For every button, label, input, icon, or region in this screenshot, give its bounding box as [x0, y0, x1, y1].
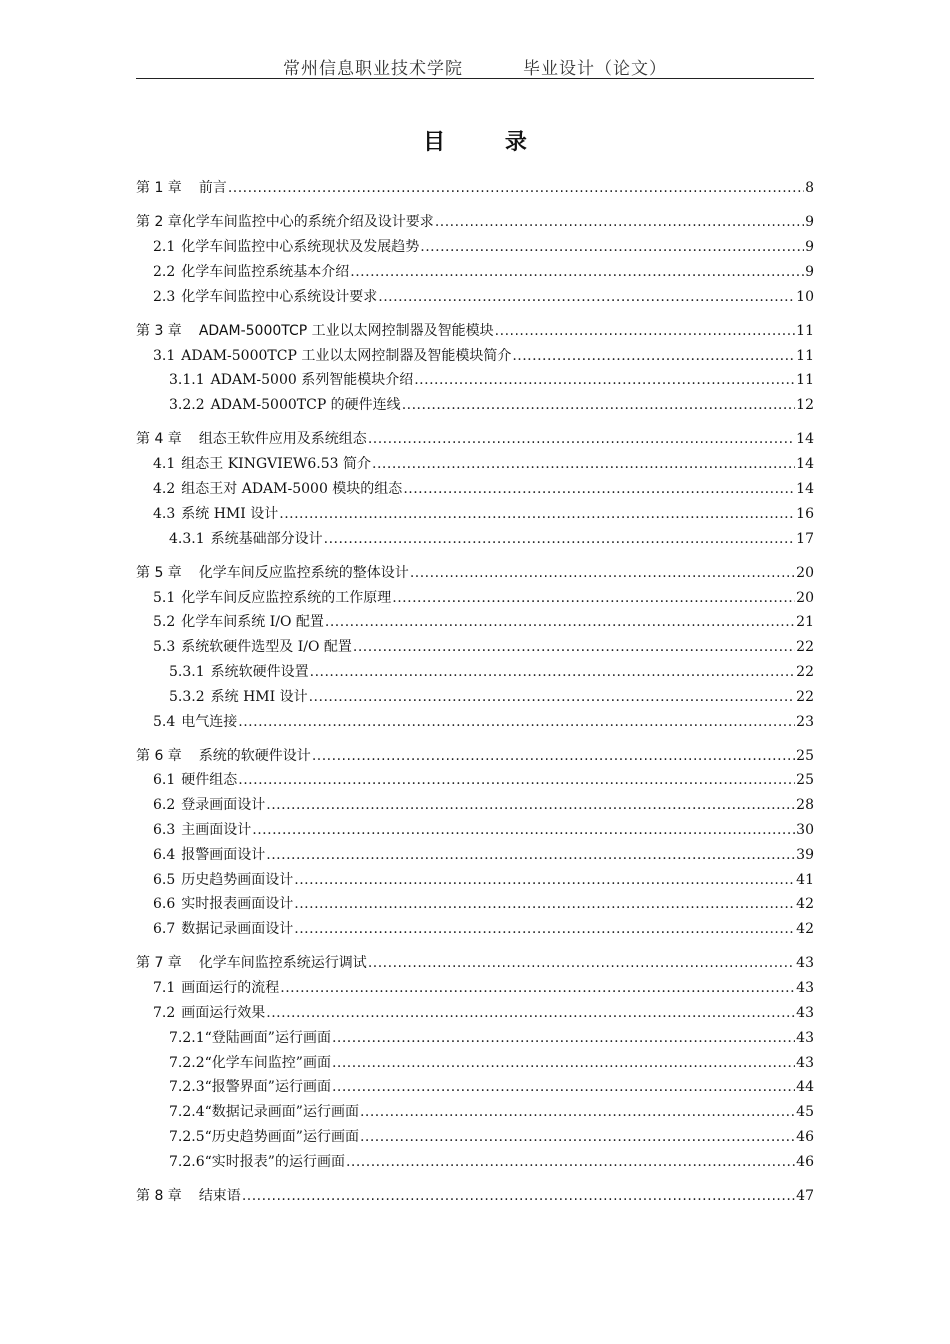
toc-dot-leader — [309, 685, 796, 710]
toc-subsection-entry[interactable] — [136, 527, 814, 552]
toc-page-number: 14 — [796, 480, 814, 497]
toc-entry-title: 硬件组态 — [181, 772, 238, 789]
toc-dot-leader — [294, 892, 795, 917]
toc-dot-leader — [252, 818, 795, 843]
toc-entry-title: ADAM-5000TCP 的硬件连线 — [210, 397, 401, 414]
toc-entry-title: 画面运行效果 — [181, 1005, 266, 1022]
toc-entry-title: 系统软硬件设置 — [210, 663, 309, 680]
toc-page-number: 14 — [796, 456, 814, 473]
toc-entry-title: “登陆画面”运行画面 — [204, 1029, 331, 1046]
toc-dot-leader — [372, 452, 795, 477]
toc-dot-leader — [310, 660, 796, 685]
toc-entry-number: 第 1 章 — [136, 180, 182, 196]
toc-page-number: 25 — [796, 772, 814, 789]
toc-entry-number: 7.2.6 — [169, 1153, 205, 1170]
toc-dot-leader — [312, 744, 795, 769]
toc-dot-leader — [238, 710, 795, 735]
toc-page-number: 9 — [805, 238, 814, 255]
toc-page-number: 22 — [796, 639, 814, 656]
toc-entry-title: 组态王对 ADAM-5000 模块的组态 — [181, 480, 403, 497]
toc-page-number: 12 — [796, 397, 814, 414]
toc-entry-number: 6.6 — [153, 896, 176, 913]
toc-dot-leader — [368, 427, 795, 452]
toc-page-number: 8 — [805, 180, 814, 196]
toc-entry-title: 系统 HMI 设计 — [210, 688, 308, 705]
toc-entry-number: 第 3 章 — [136, 322, 182, 339]
toc-entry-title: 化学车间监控中心系统设计要求 — [181, 288, 378, 305]
toc-section-entry[interactable] — [136, 843, 814, 868]
toc-chapter-entry[interactable] — [136, 319, 814, 344]
toc-entry-number: 5.2 — [153, 614, 176, 631]
toc-entry-title: “实时报表”的运行画面 — [204, 1153, 345, 1170]
toc-dot-leader — [294, 868, 795, 893]
toc-chapter-entry[interactable] — [136, 210, 814, 235]
toc-entry-number: 第 4 章 — [136, 431, 182, 448]
toc-entry-number: 5.1 — [153, 589, 176, 606]
toc-entry-number: 6.3 — [153, 822, 176, 839]
toc-entry-number: 4.3.1 — [169, 530, 205, 547]
toc-dot-leader — [435, 210, 804, 235]
toc-section-entry[interactable] — [136, 285, 814, 310]
toc-entry-title: 数据记录画面设计 — [181, 921, 294, 938]
toc-entry-number: 6.7 — [153, 921, 176, 938]
toc-page-number: 47 — [796, 1188, 814, 1205]
toc-dot-leader — [368, 951, 795, 976]
toc-section-entry[interactable] — [136, 452, 814, 477]
toc-entry-number: 7.2.5 — [169, 1129, 205, 1146]
toc-entry-number: 第 8 章 — [136, 1188, 182, 1205]
toc-entry-title: 化学车间监控中心的系统介绍及设计要求 — [181, 214, 434, 231]
toc-subsection-entry[interactable] — [136, 660, 814, 685]
toc-subsection-entry[interactable] — [136, 368, 814, 393]
toc-dot-leader — [378, 285, 795, 310]
toc-dot-leader — [353, 635, 795, 660]
toc-dot-leader — [392, 586, 795, 611]
toc-entry-number: 第 7 章 — [136, 955, 182, 972]
toc-section-entry[interactable] — [136, 344, 814, 369]
toc-page-number: 10 — [796, 288, 814, 305]
toc-dot-leader — [512, 344, 795, 369]
toc-entry-title: 组态王软件应用及系统组态 — [198, 431, 367, 448]
toc-subsection-entry[interactable] — [136, 1125, 814, 1150]
toc-entry-number: 7.2.1 — [169, 1029, 205, 1046]
toc-dot-leader — [332, 1026, 795, 1051]
toc-entry-number: 4.2 — [153, 480, 176, 497]
toc-dot-leader — [266, 1001, 795, 1026]
toc-title: 目 录 — [423, 130, 553, 155]
toc-section-entry[interactable] — [136, 768, 814, 793]
toc-page-number: 28 — [796, 797, 814, 814]
header-school-name: 常州信息职业技术学院 — [283, 59, 463, 79]
toc-chapter-entry[interactable] — [136, 176, 814, 201]
toc-entry-title: 化学车间反应监控系统的整体设计 — [198, 564, 409, 581]
toc-entry-title: 系统基础部分设计 — [210, 530, 323, 547]
toc-entry-title: ADAM-5000 系列智能模块介绍 — [210, 372, 414, 389]
toc-page-number: 46 — [796, 1129, 814, 1146]
toc-page-number: 43 — [796, 1005, 814, 1022]
toc-page-number: 17 — [796, 530, 814, 547]
toc-dot-leader — [346, 1150, 795, 1175]
toc-entry-title: “报警界面”运行画面 — [204, 1079, 331, 1096]
toc-page-number: 11 — [796, 347, 814, 364]
toc-page-number: 43 — [796, 980, 814, 997]
toc-page-number: 25 — [796, 747, 814, 764]
toc-subsection-entry[interactable] — [136, 1051, 814, 1076]
toc-page-number: 22 — [796, 663, 814, 680]
toc-entry-title: 化学车间监控中心系统现状及发展趋势 — [181, 238, 420, 255]
toc-chapter-entry[interactable] — [136, 1184, 814, 1209]
toc-entry-number: 6.1 — [153, 772, 176, 789]
toc-entry-title: 化学车间系统 I/O 配置 — [181, 614, 324, 631]
toc-section-entry[interactable] — [136, 710, 814, 735]
toc-entry-title: 电气连接 — [181, 713, 238, 730]
toc-entry-number: 6.2 — [153, 797, 176, 814]
toc-subsection-entry[interactable] — [136, 1075, 814, 1100]
toc-entry-number: 5.3.2 — [169, 688, 205, 705]
toc-dot-leader — [350, 260, 804, 285]
toc-entry-number: 7.2.4 — [169, 1104, 205, 1121]
toc-entry-number: 2.3 — [153, 288, 176, 305]
toc-dot-leader — [242, 1184, 795, 1209]
toc-chapter-entry[interactable] — [136, 744, 814, 769]
toc-page-number: 20 — [796, 589, 814, 606]
toc-section-entry[interactable] — [136, 235, 814, 260]
toc-entry-title: 化学车间监控系统基本介绍 — [181, 263, 350, 280]
toc-chapter-entry[interactable] — [136, 951, 814, 976]
toc-dot-leader — [325, 610, 795, 635]
toc-page-number: 21 — [796, 614, 814, 631]
toc-dot-leader — [360, 1125, 795, 1150]
header-text — [136, 54, 814, 79]
toc-dot-leader — [495, 319, 796, 344]
toc-dot-leader — [266, 843, 795, 868]
toc-page-number: 9 — [805, 214, 814, 231]
toc-page-number: 39 — [796, 846, 814, 863]
toc-page-number: 44 — [796, 1079, 814, 1096]
toc-section-entry[interactable] — [136, 818, 814, 843]
toc-entry-title: 实时报表画面设计 — [181, 896, 294, 913]
toc-section-entry[interactable] — [136, 610, 814, 635]
toc-subsection-entry[interactable] — [136, 1150, 814, 1175]
toc-entry-title: 历史趋势画面设计 — [181, 871, 294, 888]
toc-entry-number: 第 2 章 — [136, 214, 182, 231]
toc-subsection-entry[interactable] — [136, 393, 814, 418]
toc-entry-number: 2.2 — [153, 263, 176, 280]
toc-entry-number: 4.3 — [153, 505, 176, 522]
toc-section-entry[interactable] — [136, 976, 814, 1001]
toc-dot-leader — [332, 1051, 795, 1076]
toc-subsection-entry[interactable] — [136, 1100, 814, 1125]
page-header — [136, 52, 814, 79]
toc-chapter-entry[interactable] — [136, 427, 814, 452]
toc-section-entry[interactable] — [136, 502, 814, 527]
toc-entry-number: 7.2.2 — [169, 1054, 205, 1071]
toc-dot-leader — [279, 502, 795, 527]
toc-dot-leader — [414, 368, 795, 393]
toc-entry-title: “数据记录画面”运行画面 — [204, 1104, 359, 1121]
toc-dot-leader — [324, 527, 796, 552]
toc-page-number: 41 — [796, 871, 814, 888]
toc-entry-title: 系统的软硬件设计 — [198, 747, 311, 764]
toc-dot-leader — [228, 176, 804, 201]
toc-page-number: 43 — [796, 955, 814, 972]
toc-subsection-entry[interactable] — [136, 685, 814, 710]
toc-entry-number: 4.1 — [153, 456, 176, 473]
header-document-type: 毕业设计（论文） — [523, 59, 667, 79]
toc-entry-number: 3.2.2 — [169, 397, 205, 414]
toc-entry-title: ADAM-5000TCP 工业以太网控制器及智能模块简介 — [181, 347, 512, 364]
toc-section-entry[interactable] — [136, 917, 814, 942]
table-of-contents — [136, 176, 814, 1209]
toc-section-entry[interactable] — [136, 260, 814, 285]
toc-entry-number: 3.1.1 — [169, 372, 205, 389]
toc-section-entry[interactable] — [136, 793, 814, 818]
toc-entry-title: 结束语 — [198, 1188, 241, 1205]
toc-dot-leader — [420, 235, 804, 260]
toc-page-number: 20 — [796, 564, 814, 581]
toc-section-entry[interactable] — [136, 635, 814, 660]
toc-entry-title: 主画面设计 — [181, 822, 252, 839]
toc-page-number: 11 — [796, 372, 814, 389]
toc-entry-title: 组态王 KINGVIEW6.53 简介 — [181, 456, 372, 473]
toc-page-number: 30 — [796, 822, 814, 839]
toc-entry-title: 系统软硬件选型及 I/O 配置 — [181, 639, 352, 656]
toc-dot-leader — [280, 976, 795, 1001]
toc-page-number: 43 — [796, 1029, 814, 1046]
toc-section-entry[interactable] — [136, 477, 814, 502]
toc-dot-leader — [238, 768, 795, 793]
toc-entry-number: 5.3.1 — [169, 663, 205, 680]
toc-page-number: 43 — [796, 1054, 814, 1071]
toc-page-number: 23 — [796, 713, 814, 730]
toc-entry-title: 画面运行的流程 — [181, 980, 280, 997]
toc-entry-number: 5.4 — [153, 713, 176, 730]
toc-dot-leader — [403, 477, 795, 502]
toc-section-entry[interactable] — [136, 586, 814, 611]
toc-chapter-entry[interactable] — [136, 561, 814, 586]
toc-page-number: 42 — [796, 896, 814, 913]
toc-entry-number: 5.3 — [153, 639, 176, 656]
toc-entry-number: 第 5 章 — [136, 564, 182, 581]
toc-entry-title: ADAM-5000TCP 工业以太网控制器及智能模块 — [198, 322, 494, 339]
toc-dot-leader — [266, 793, 795, 818]
toc-page-number: 45 — [796, 1104, 814, 1121]
toc-entry-number: 7.1 — [153, 980, 176, 997]
toc-dot-leader — [294, 917, 795, 942]
toc-entry-number: 3.1 — [153, 347, 176, 364]
toc-page-number: 14 — [796, 431, 814, 448]
toc-section-entry[interactable] — [136, 892, 814, 917]
toc-entry-title: 登录画面设计 — [181, 797, 266, 814]
toc-page-number: 11 — [796, 322, 814, 339]
toc-entry-number: 第 6 章 — [136, 747, 182, 764]
toc-entry-title: 化学车间反应监控系统的工作原理 — [181, 589, 392, 606]
toc-entry-title: “化学车间监控”画面 — [204, 1054, 331, 1071]
toc-entry-title: 化学车间监控系统运行调试 — [198, 955, 367, 972]
toc-page-number: 16 — [796, 505, 814, 522]
toc-page-number: 9 — [805, 263, 814, 280]
toc-page-number: 46 — [796, 1153, 814, 1170]
toc-entry-title: 系统 HMI 设计 — [181, 505, 279, 522]
toc-section-entry[interactable] — [136, 868, 814, 893]
toc-subsection-entry[interactable] — [136, 1026, 814, 1051]
toc-dot-leader — [410, 561, 795, 586]
toc-dot-leader — [332, 1075, 795, 1100]
toc-entry-title: 前言 — [198, 180, 227, 196]
toc-entry-number: 7.2 — [153, 1005, 176, 1022]
toc-entry-number: 6.4 — [153, 846, 176, 863]
toc-dot-leader — [402, 393, 795, 418]
toc-section-entry[interactable] — [136, 1001, 814, 1026]
toc-page-number: 42 — [796, 921, 814, 938]
toc-entry-number: 6.5 — [153, 871, 176, 888]
toc-entry-title: 报警画面设计 — [181, 846, 266, 863]
toc-entry-number: 7.2.3 — [169, 1079, 205, 1096]
toc-entry-title: “历史趋势画面”运行画面 — [204, 1129, 359, 1146]
toc-page-number: 22 — [796, 688, 814, 705]
toc-entry-number: 2.1 — [153, 238, 176, 255]
toc-dot-leader — [360, 1100, 795, 1125]
